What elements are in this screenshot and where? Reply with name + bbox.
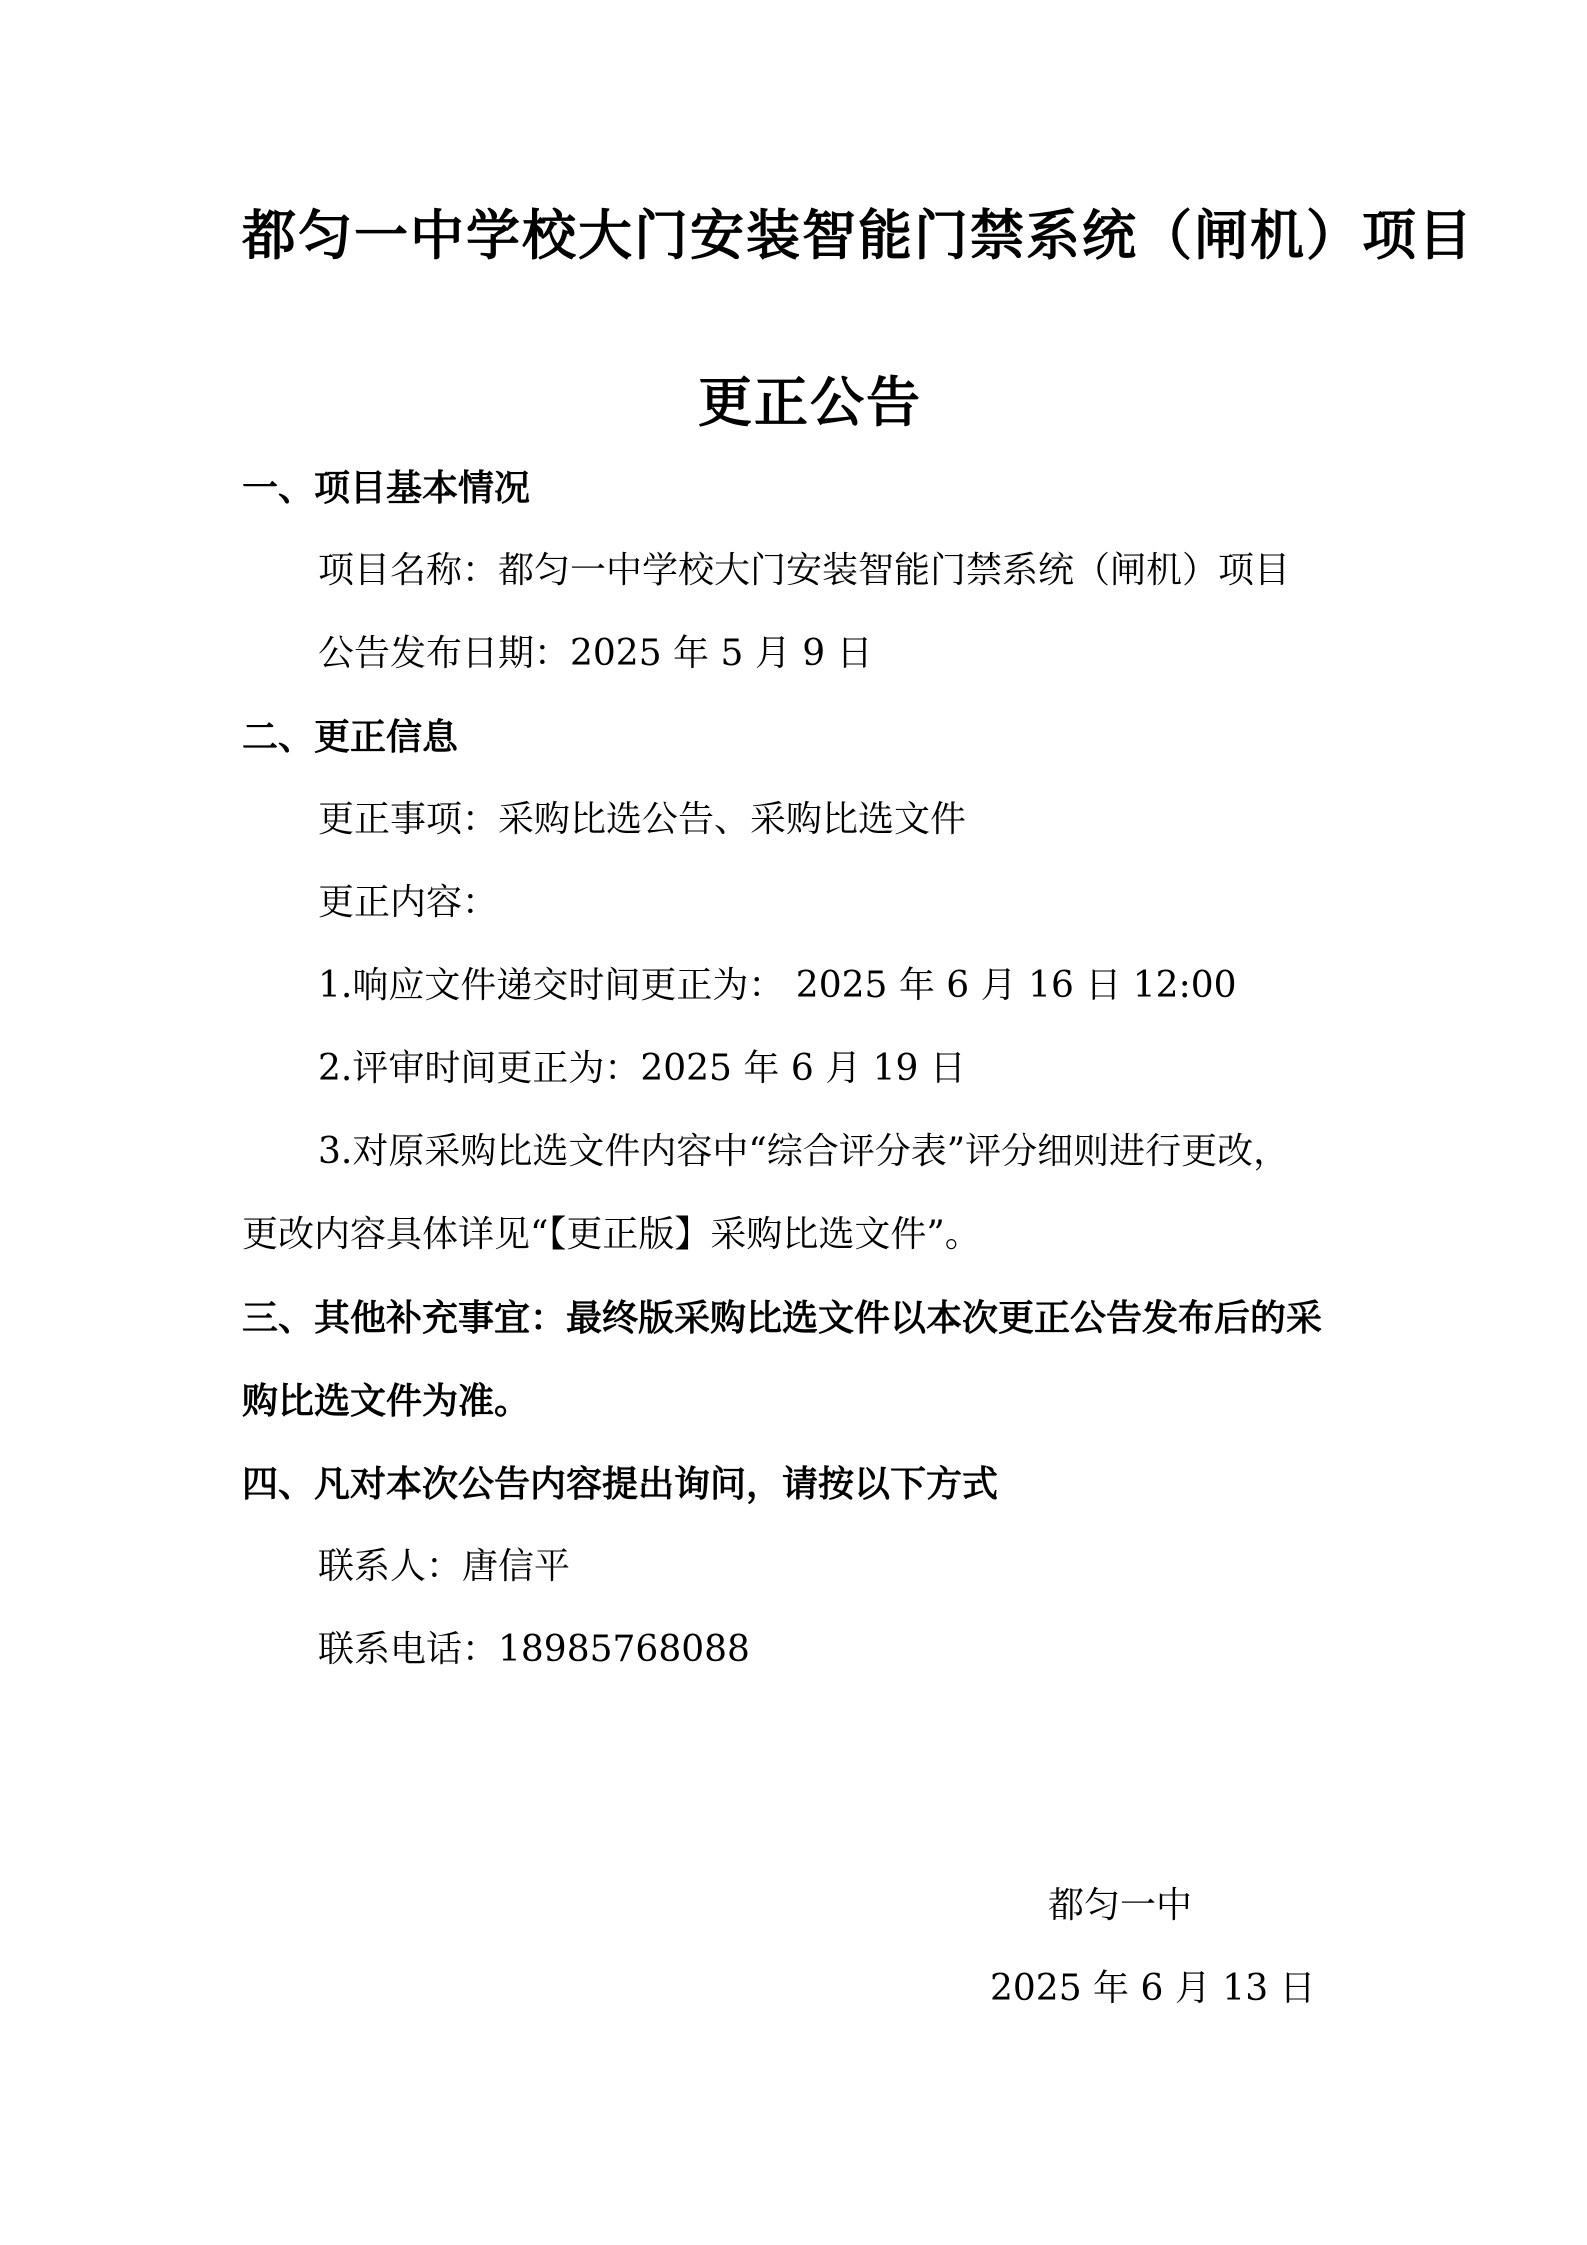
publish-date: 公告发布日期：2025 年 5 月 9 日 [318,633,873,674]
section1-heading: 一、项目基本情况 [242,467,531,509]
project-name: 项目名称：都匀一中学校大门安装智能门禁系统（闸机）项目 [318,550,1291,591]
correction-point-1: 1.响应文件递交时间更正为： 2025 年 6 月 16 日 12:00 [318,965,1237,1006]
section3-line1: 三、其他补充事宜：最终版采购比选文件以本次更正公告发布后的采 [242,1297,1323,1339]
doc-title-line1: 都匀一中学校大门安装智能门禁系统（闸机）项目 [242,203,1474,267]
contact-phone: 联系电话：18985768088 [318,1629,750,1670]
correction-content-label: 更正内容： [318,882,499,923]
contact-person: 联系人：唐信平 [318,1546,571,1587]
signature-date: 2025 年 6 月 13 日 [990,1968,1316,2009]
signature-org: 都匀一中 [1048,1885,1193,1926]
correction-items: 更正事项：采购比选公告、采购比选文件 [318,799,967,840]
section3-line2: 购比选文件为准。 [242,1380,531,1422]
doc-title-line2: 更正公告 [698,370,922,434]
correction-point-3-line2: 更改内容具体详见“【更正版】采购比选文件”。 [242,1214,981,1255]
correction-point-2: 2.评审时间更正为：2025 年 6 月 19 日 [318,1048,966,1089]
section2-heading: 二、更正信息 [242,716,459,758]
section4-heading: 四、凡对本次公告内容提出询问，请按以下方式 [242,1463,999,1505]
correction-point-3-line1: 3.对原采购比选文件内容中“综合评分表”评分细则进行更改， [318,1131,1290,1172]
